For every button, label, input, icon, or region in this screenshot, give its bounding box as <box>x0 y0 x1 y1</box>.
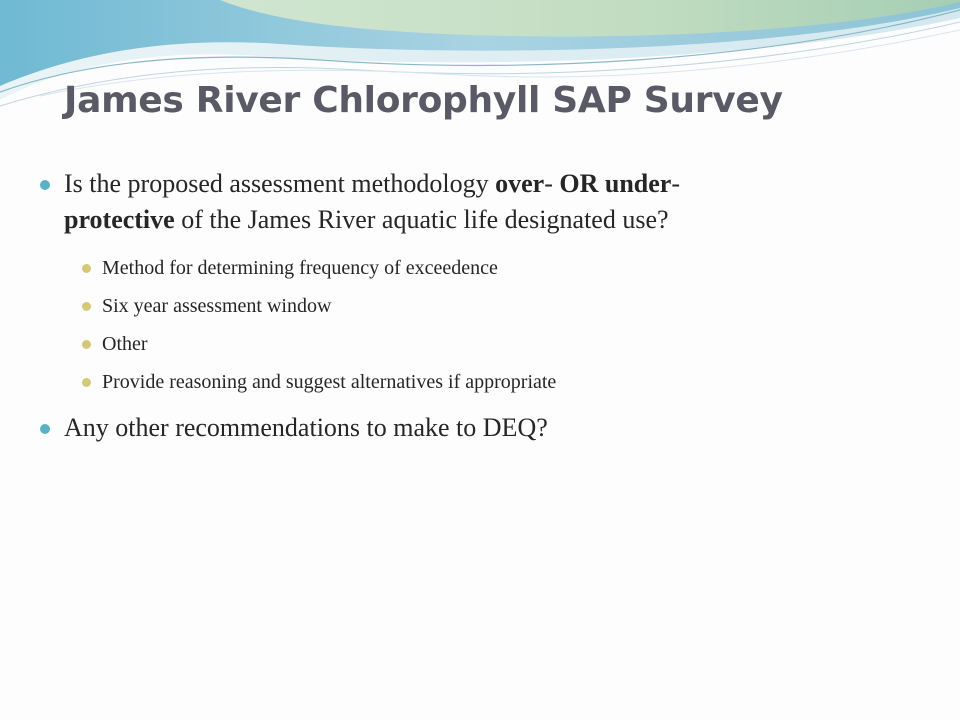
bullet-question-2 <box>40 410 920 446</box>
sub-bullet-text: Method for determining frequency of exceedence <box>102 257 498 279</box>
sub-bullet-item <box>40 330 920 358</box>
slide-content <box>40 166 920 446</box>
sub-bullet-dot-icon <box>82 302 91 311</box>
sub-bullet-text: Six year assessment window <box>102 295 332 317</box>
sub-bullet-item <box>40 368 920 396</box>
bullet-dot-icon <box>40 180 50 190</box>
slide-title: James River Chlorophyll SAP Survey <box>64 80 783 121</box>
sub-bullet-item <box>40 254 920 282</box>
question-1-part: - <box>671 169 681 198</box>
sub-bullet-dot-icon <box>82 264 91 273</box>
question-1-emphasis-or-under: OR under <box>559 169 672 198</box>
question-1-text <box>64 169 680 234</box>
sub-bullet-text: Other <box>102 333 148 355</box>
question-1-part: Is the proposed assessment methodology <box>64 169 496 198</box>
question-2-text: Any other recommendations to make to DEQ? <box>64 413 548 442</box>
sub-bullet-dot-icon <box>82 340 91 349</box>
question-1-part: - <box>544 169 560 198</box>
sub-bullet-item <box>40 292 920 320</box>
sub-bullet-dot-icon <box>82 378 91 387</box>
sub-bullet-text: Provide reasoning and suggest alternatives if appropriate <box>102 371 557 393</box>
bullet-dot-icon <box>40 424 50 434</box>
question-1-emphasis-over: over <box>495 169 545 198</box>
question-1-part: of the James River aquatic life designated use? <box>174 205 669 234</box>
question-1-emphasis-protective: protective <box>64 205 175 234</box>
bullet-question-1 <box>40 166 920 238</box>
